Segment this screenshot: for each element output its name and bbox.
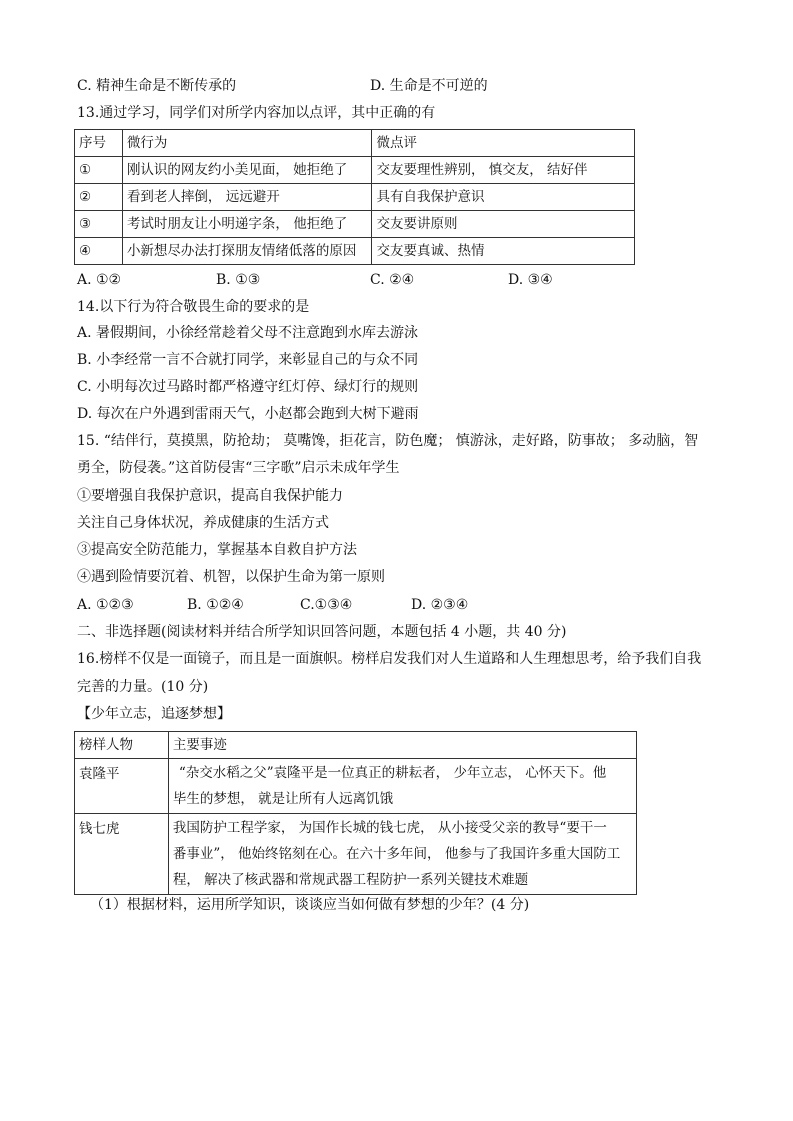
q14-option-a: A. 暑假期间，小徐经常趁着父母不注意跑到水库去游泳 — [77, 325, 419, 341]
table-cell: ④ — [75, 238, 123, 265]
q15-item-2: 关注自己身体状况，养成健康的生活方式 — [77, 515, 329, 531]
q15-option-c: C.①③④ — [300, 597, 353, 613]
table-header-cell: 微行为 — [122, 130, 372, 157]
q16-subheading: 【少年立志，追逐梦想】 — [77, 706, 231, 722]
table-header-cell: 微点评 — [372, 130, 635, 157]
table-cell: ③ — [75, 211, 123, 238]
q12-option-d: D. 生命是不可逆的 — [370, 78, 488, 94]
deed-line: 番事业”， 他始终铭刻在心。在六十多年间， 他参与了我国许多重大国防工 — [172, 846, 621, 862]
q12-option-c: C. 精神生命是不断传承的 — [77, 78, 237, 94]
table-cell: 看到老人摔倒， 远远避开 — [122, 184, 372, 211]
table-row — [75, 184, 635, 211]
table-header-cell: 主要事迹 — [168, 732, 636, 759]
table-cell: 交友要理性辨别， 慎交友， 结好伴 — [372, 157, 635, 184]
table-cell — [168, 814, 636, 895]
q13-option-d: D. ③④ — [508, 272, 553, 288]
table-cell — [168, 759, 636, 814]
deed-line: 毕生的梦想， 就是让所有人远离饥饿 — [172, 791, 394, 807]
q13-option-a: A. ①② — [77, 272, 122, 288]
q15-option-d: D. ②③④ — [411, 597, 469, 613]
table-row — [75, 814, 637, 895]
q16-stem-line1: 16.榜样不仅是一面镜子，而且是一面旗帜。榜样启发我们对人生道路和人生理想思考，给予我们自我 — [77, 651, 702, 667]
table-header-cell: 榜样人物 — [75, 732, 169, 759]
table-row — [75, 238, 635, 265]
q14-option-b: B. 小李经常一言不合就打同学，来彰显自己的与众不同 — [77, 352, 419, 368]
q14-option-d: D. 每次在户外遇到雷雨天气，小赵都会跑到大树下避雨 — [77, 406, 419, 422]
table-cell: 交友要讲原则 — [372, 211, 635, 238]
q13-stem: 13.通过学习，同学们对所学内容加以点评，其中正确的有 — [77, 105, 436, 121]
deed-line: 程， 解决了核武器和常规武器工程防护一系列关键技术难题 — [172, 872, 529, 888]
q14-option-c: C. 小明每次过马路时都严格遵守红灯停、绿灯行的规则 — [77, 379, 419, 395]
q13-table — [74, 129, 635, 265]
table-cell: ② — [75, 184, 123, 211]
table-cell: 小新想尽办法打探朋友情绪低落的原因 — [122, 238, 372, 265]
deed-line: 我国防护工程学家， 为国作长城的钱七虎， 从小接受父亲的教导“要干一 — [172, 820, 607, 836]
table-cell: 具有自我保护意识 — [372, 184, 635, 211]
section-2-title: 二、非选择题(阅读材料并结合所学知识回答问题，本题包括 4 小题，共 40 分) — [77, 624, 567, 640]
q15-option-a: A. ①②③ — [77, 597, 134, 613]
table-cell: 交友要真诚、热情 — [372, 238, 635, 265]
q15-item-3: ③提高安全防范能力，掌握基本自救自护方法 — [77, 542, 357, 558]
q15-stem-line1: 15. “结伴行，莫摸黑，防抢劫； 莫嘴馋，拒花言，防色魔； 慎游泳，走好路，防事故； 多动脑，智 — [77, 433, 699, 449]
q15-item-4: ④遇到险情要沉着、机智，以保护生命为第一原则 — [77, 569, 385, 585]
table-header-cell: 序号 — [75, 130, 123, 157]
q13-option-b: B. ①③ — [216, 272, 261, 288]
table-row — [75, 759, 637, 814]
table-row — [75, 157, 635, 184]
table-cell: 钱七虎 — [75, 814, 169, 895]
table-cell: ① — [75, 157, 123, 184]
q15-stem-line2: 勇全，防侵袭。”这首防侵害“三字歌”启示未成年学生 — [77, 460, 400, 476]
q16-subquestion-1: （1）根据材料，运用所学知识，谈谈应当如何做有梦想的少年？(4 分) — [90, 897, 530, 913]
table-header-row — [75, 732, 637, 759]
table-header-row — [75, 130, 635, 157]
deed-line: “杂交水稻之父”袁隆平是一位真正的耕耘者， 少年立志， 心怀天下。他 — [178, 765, 607, 781]
q16-table — [74, 731, 637, 895]
q14-stem: 14.以下行为符合敬畏生命的要求的是 — [77, 299, 310, 315]
q15-option-b: B. ①②④ — [187, 597, 244, 613]
q13-option-c: C. ②④ — [370, 272, 415, 288]
q16-stem-line2: 完善的力量。(10 分) — [77, 679, 209, 695]
q15-item-1: ①要增强自我保护意识，提高自我保护能力 — [77, 488, 343, 504]
table-cell: 袁隆平 — [75, 759, 169, 814]
table-row — [75, 211, 635, 238]
table-cell: 考试时朋友让小明递字条， 他拒绝了 — [122, 211, 372, 238]
table-cell: 刚认识的网友约小美见面， 她拒绝了 — [122, 157, 372, 184]
